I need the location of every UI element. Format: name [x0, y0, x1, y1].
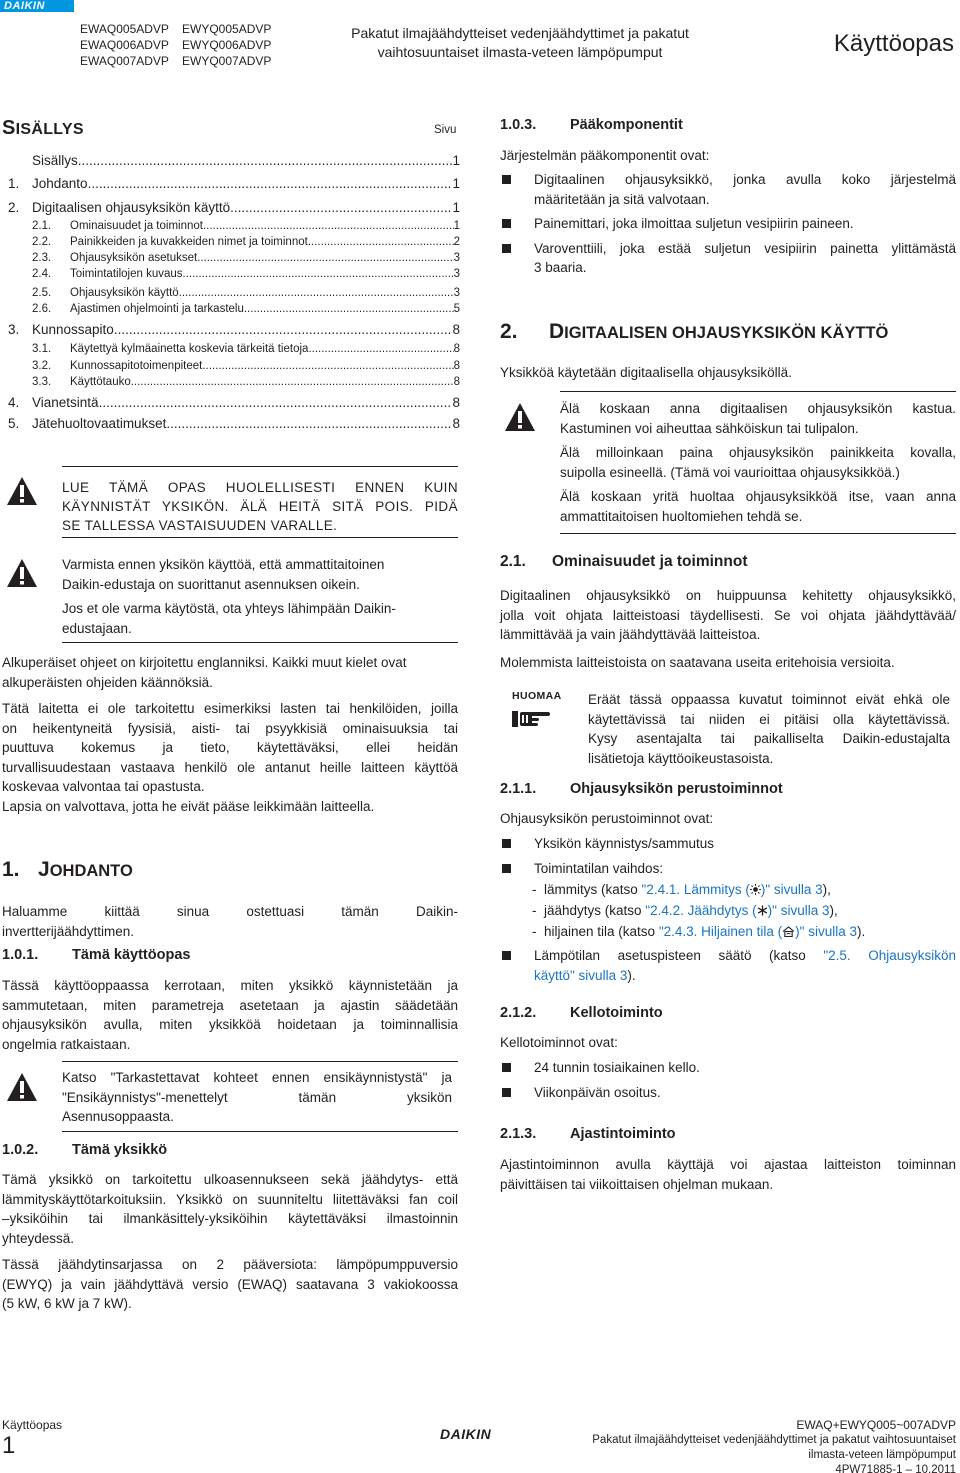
- toc-entry[interactable]: [32, 236, 460, 248]
- toc-dot-leader: [230, 200, 452, 215]
- warning-read-manual: [62, 478, 458, 535]
- toc-dot-leader: [197, 252, 453, 264]
- toc-entry-page: 1: [453, 220, 460, 232]
- text-fragment: ),: [822, 882, 831, 897]
- divider: [62, 1131, 458, 1132]
- subsection-heading-features: [500, 553, 747, 571]
- text-line: jolla voit ohjata laitteistoasi täydellisesti. Se voi ohjata jäähdyttävää/: [500, 607, 956, 623]
- bullet-square: [502, 175, 511, 184]
- text-line: Haluamme kiittää sinua ostettuasi tämän Daikin-: [2, 904, 458, 919]
- toc-entry-label: Ominaisuudet ja toiminnot: [70, 220, 203, 232]
- toc-entry-label: Kunnossapito: [32, 322, 114, 337]
- toc-entry-label: Käytettyä kylmäainetta koskevia tärkeitä tietoja: [70, 343, 309, 355]
- header-title-line: vaihtosuuntaiset ilmasta-veteen lämpöpumput: [377, 44, 663, 60]
- original-instructions-note: [2, 653, 460, 692]
- text-line: Tässä käyttöoppaassa kerrotaan, miten yksikkö käynnistetään ja: [2, 978, 458, 993]
- toc-entry-page: 8: [452, 416, 460, 431]
- warning-line: SE TALLESSA VASTAISUUDEN VARALLE.: [62, 518, 338, 533]
- text-line: Digitaalinen ohjausyksikkö on huippuunsa kehitetty ohjausyksikkö,: [500, 588, 956, 603]
- text-line: Tämä yksikkö on tarkoitettu ulkoasennukseen sekä jäähdytys- että: [2, 1172, 458, 1187]
- warning-icon: [504, 402, 536, 432]
- text-line: päivittäisen tai viikoittaisen ohjelman mukaan.: [500, 1176, 774, 1192]
- text-line: (5 kW, 6 kW ja 7 kW).: [2, 1296, 132, 1311]
- timer-paragraph: [500, 1155, 956, 1194]
- manual-paragraph: [2, 976, 458, 1054]
- toc-entry-label: Käyttötauko: [70, 376, 131, 388]
- toc-entry[interactable]: [8, 176, 460, 191]
- text-line: Jos et ole varma käytöstä, ota yhteys lähimpään Daikin-: [62, 601, 396, 616]
- toc-entry-page: 1: [452, 200, 460, 215]
- list-item: [500, 214, 956, 234]
- list-item: [500, 1058, 956, 1078]
- header-models-col2: [182, 21, 271, 69]
- unit-paragraph-1: [2, 1170, 458, 1248]
- link-text: )" sivulla 3: [795, 924, 857, 939]
- toc-entry[interactable]: [32, 153, 460, 168]
- clock-list: [500, 1058, 956, 1102]
- text-line: Varmista ennen yksikön käyttöä, että ammattitaitoinen: [62, 557, 385, 572]
- warning-icon: [6, 476, 38, 506]
- warning-icon: [6, 1072, 38, 1102]
- text-line: –yksiköihin tai ilmankäsittely-yksiköihin käytettäväksi ilmastoinnin: [2, 1211, 458, 1226]
- toc-dot-leader: [88, 176, 453, 191]
- bullet-square: [502, 839, 511, 848]
- toc-entry-num: 3.: [8, 322, 20, 337]
- link-text: "2.4.3. Hiljainen tila (: [658, 924, 783, 939]
- divider: [62, 1061, 458, 1062]
- text-line: Kastuminen voi aiheuttaa sähköiskun tai tulipalon.: [560, 420, 859, 436]
- toc-entry-label: Sisällys: [32, 153, 78, 168]
- toc-dot-leader: [99, 395, 453, 410]
- text-line: lisätietoja käyttöoikeustasoista.: [588, 750, 774, 766]
- toc-dot-leader: [244, 303, 454, 315]
- list-item: [500, 859, 956, 879]
- pointing-hand-icon: [512, 708, 552, 730]
- toc-dot-leader: [308, 343, 453, 355]
- section-title-rest: OHDANTO: [49, 862, 133, 880]
- toc-entry-num: 3.3.: [32, 376, 52, 388]
- footer-daikin-logo: DAIKIN: [440, 1426, 492, 1442]
- toc-entry[interactable]: [8, 416, 460, 431]
- link-text: "2.4.2. Jäähdytys (: [645, 903, 757, 918]
- list-subitem: [500, 921, 956, 942]
- toc-entry-num: 3.2.: [32, 360, 52, 372]
- toc-entry-label: Ohjausyksikön käyttö: [70, 287, 179, 299]
- toc-entry-label: Ajastimen ohjelmointi ja tarkastelu: [70, 303, 244, 315]
- safety-paragraph: [2, 699, 458, 816]
- text-line: Katso "Tarkastettavat kohteet ennen ensikäynnistystä" ja: [62, 1070, 452, 1085]
- section-heading-johdanto: [2, 858, 133, 882]
- subsection-title: Tämä käyttöopas: [72, 947, 191, 963]
- text-line: puuttuva kokemus ja tieto, käytettäväksi, ellei heidän: [2, 740, 458, 755]
- divider: [62, 466, 458, 467]
- footer-doc-type: Käyttöopas: [2, 1418, 63, 1432]
- text-line: on heikentyneitä fyysisiä, aisti- tai psyykkisiä ominaisuuksia tai: [2, 720, 458, 736]
- text-line: lämmityskäyttötarkoituksiin. Yksikkö on suunniteltu liitettäväksi fan coil: [2, 1191, 458, 1207]
- text-line: Asennusoppaasta.: [62, 1109, 174, 1124]
- clock-intro: Kellotoiminnot ovat:: [500, 1035, 618, 1050]
- toc-entry-page: 8: [452, 322, 460, 337]
- toc-entry-num: 5.: [8, 416, 20, 431]
- toc-entry-page: 8: [452, 395, 460, 410]
- bullet-square: [502, 219, 511, 228]
- text-line: Alkuperäiset ohjeet on kirjoitettu englanniksi. Kaikki muut kielet ovat: [2, 655, 407, 670]
- link-heating[interactable]: [642, 882, 823, 897]
- footer-line: 4PW71885-1 – 10.2011: [835, 1464, 956, 1473]
- toc-entry[interactable]: [8, 322, 460, 337]
- toc-title-cap: S: [2, 117, 16, 139]
- snowflake-icon: [757, 905, 768, 916]
- toc-page-label: Sivu: [434, 124, 457, 136]
- toc-dot-leader: [166, 416, 452, 431]
- subsection-number: 2.1.2.: [500, 1005, 537, 1021]
- text-fragment: ).: [627, 967, 636, 983]
- components-intro: Järjestelmän pääkomponentit ovat:: [500, 148, 710, 163]
- toc-entry-page: 1: [452, 153, 460, 168]
- text-line: sammutetaan, miten parametreja asetetaan ja ajastin säädetään: [2, 997, 458, 1013]
- link-text: )" sivulla 3: [767, 903, 830, 918]
- section-number: 2.: [500, 320, 518, 343]
- toc-entry-page: 3: [453, 287, 460, 299]
- divider: [62, 642, 458, 643]
- toc-entry-label: Ohjausyksikön asetukset: [70, 252, 198, 264]
- text-line: Painemittari, joka ilmoittaa suljetun vesipiirin paineen.: [534, 216, 854, 231]
- toc-entry-num: 2.: [8, 200, 20, 215]
- intro-paragraph: [2, 902, 458, 941]
- warning-first-startup: [62, 1068, 452, 1127]
- footer-line: ilmasta-veteen lämpöpumput: [808, 1449, 956, 1461]
- toc-entry[interactable]: [32, 287, 460, 299]
- text-line: ohjausyksikön avulla, miten yksikköä hoidetaan ja toiminnallisia: [2, 1017, 458, 1032]
- link-cooling[interactable]: [645, 903, 829, 918]
- section-title-cap: D: [549, 320, 565, 343]
- list-item: [500, 1083, 956, 1103]
- text-line: Lapsia on valvottava, jotta he eivät pääse leikkimään laitteella.: [2, 798, 375, 814]
- warning-icon: [6, 558, 38, 588]
- toc-entry-num: 4.: [8, 395, 20, 410]
- subsection-number: 1.0.1.: [2, 947, 39, 963]
- model-code: EWYQ006ADVP: [182, 38, 272, 52]
- text-line: yhteydessä.: [2, 1230, 75, 1246]
- toc-title-rest: ISÄLLYS: [15, 121, 84, 138]
- subsection-title: Ominaisuudet ja toiminnot: [552, 553, 748, 570]
- text-line: alkuperäisten ohjeiden käännöksiä.: [2, 674, 213, 690]
- text-line: koskevaa valvontaa tai opastusta.: [2, 779, 205, 794]
- toc-dot-leader: [78, 153, 453, 168]
- text-line: suipolla esineellä. (Tämä voi vaurioittaa ohjausyksikköä.): [560, 464, 900, 480]
- list-subitem: [500, 900, 956, 921]
- toc-entry-num: 2.6.: [32, 303, 52, 315]
- dash-mark: -: [532, 882, 537, 897]
- toc-entry-num: 2.2.: [32, 236, 52, 248]
- warning-install-check: [62, 555, 458, 638]
- note-text: [588, 690, 950, 768]
- model-code: EWAQ005ADVP: [80, 22, 169, 36]
- list-item: [500, 834, 956, 854]
- text-line: ongelmia ratkaistaan.: [2, 1036, 131, 1052]
- dash-mark: -: [532, 903, 537, 918]
- versions-paragraph: Molemmista laitteistoista on saatavana useita eritehoisia versioita.: [500, 655, 895, 670]
- toc-entry[interactable]: [32, 252, 460, 264]
- warning-line: LUE TÄMÄ OPAS HUOLELLISESTI ENNEN KUIN: [62, 480, 458, 495]
- text-line: edustajaan.: [62, 620, 132, 636]
- toc-entry[interactable]: [32, 360, 460, 372]
- bullet-square: [502, 864, 511, 873]
- subsection-title: Kellotoiminto: [570, 1005, 663, 1021]
- toc-entry-label: Digitaalisen ohjausyksikön käyttö: [32, 200, 231, 215]
- text-line: turvallisuudestaan vastaava henkilö ole antanut heille laitteen käyttöä: [2, 759, 458, 775]
- controller-warnings: [560, 399, 956, 526]
- toc-entry-label: Vianetsintä: [32, 395, 99, 410]
- text-line: invertterijäähdyttimen.: [2, 923, 135, 939]
- divider: [62, 537, 458, 538]
- text-fragment: ).: [856, 924, 866, 939]
- toc-entry-page: 5: [453, 303, 460, 315]
- model-code: EWAQ007ADVP: [80, 54, 169, 68]
- model-code: EWYQ005ADVP: [182, 22, 272, 36]
- toc-entry-label: Johdanto: [32, 176, 88, 191]
- text-line: Varoventtiili, joka estää suljetun vesipiirin painetta ylittämästä: [534, 240, 956, 256]
- header-title: [330, 24, 710, 62]
- text-line: Eräät tässä oppaassa kuvatut toiminnot eivät ehkä ole: [588, 692, 950, 707]
- toc-entry-label: Kunnossapitotoimenpiteet: [70, 360, 203, 372]
- text-line: ammattitaitoisen huoltomiehen tehdä se.: [560, 508, 803, 524]
- text-fragment: jäähdytys (katso: [544, 903, 646, 918]
- toc-entry-page: 2: [453, 236, 460, 248]
- toc-entry[interactable]: [32, 303, 460, 315]
- subsection-title: Ohjausyksikön perustoiminnot: [570, 781, 783, 797]
- toc-entry-num: 2.1.: [32, 220, 52, 232]
- bullet-square: [502, 244, 511, 253]
- text-line: Kysy asentajalta tai paikalliselta Daikin-edustajalta: [588, 731, 950, 746]
- list-item: [500, 239, 956, 278]
- note-label: HUOMAA: [512, 690, 562, 702]
- text-line: Ajastintoiminnon avulla käyttäjä voi ajastaa laitteiston toiminnan: [500, 1157, 956, 1172]
- link-quiet-mode[interactable]: [659, 924, 857, 939]
- link-text: "2.4.1. Lämmitys (: [641, 882, 750, 897]
- subsection-title: Pääkomponentit: [570, 117, 683, 133]
- toc-entry[interactable]: [32, 220, 460, 232]
- subsection-number: 2.1.1.: [500, 781, 537, 797]
- daikin-logo: DAIKIN: [0, 0, 74, 12]
- footer-line: EWAQ+EWYQ005~007ADVP: [796, 1418, 956, 1432]
- text-line: "Ensikäynnistys"-menettelyt tämän yksikön: [62, 1089, 452, 1105]
- toc-dot-leader: [203, 220, 454, 232]
- subsection-heading-manual: [2, 947, 190, 963]
- section-title-cap: J: [38, 858, 50, 881]
- subsection-number: 2.1.3.: [500, 1126, 537, 1142]
- divider: [560, 533, 956, 534]
- toc-entry-num: 2.4.: [32, 268, 52, 280]
- toc-dot-leader: [131, 376, 454, 388]
- header-doc-type: Käyttöopas: [833, 30, 954, 57]
- bullet-square: [502, 951, 511, 960]
- footer-page-number: 1: [2, 1432, 16, 1459]
- bullet-square: [502, 1088, 511, 1097]
- subsection-number: 1.0.3.: [500, 117, 537, 133]
- text-line: Älä koskaan anna digitaalisen ohjausyksikön kastua.: [560, 401, 956, 416]
- controller-intro: Yksikköä käytetään digitaalisella ohjausyksiköllä.: [500, 365, 792, 380]
- toc-entry[interactable]: [32, 343, 460, 355]
- text-line: Daikin-edustaja on suorittanut asennuksen oikein.: [62, 576, 360, 592]
- text-line: 3 baaria.: [534, 260, 587, 275]
- toc-dot-leader: [114, 322, 453, 337]
- toc-entry[interactable]: [32, 376, 460, 388]
- subsection-title: Ajastintoiminto: [570, 1126, 676, 1142]
- features-paragraph: [500, 586, 956, 645]
- quiet-house-icon: [782, 926, 795, 937]
- subsection-heading-unit: [2, 1142, 167, 1158]
- list-subitem: [500, 879, 956, 900]
- toc-entry-num: 3.1.: [32, 343, 52, 355]
- text-fragment: lämmitys (katso: [544, 882, 642, 897]
- toc-entry[interactable]: [8, 395, 460, 410]
- dash-mark: -: [532, 924, 537, 939]
- bullet-square: [502, 1063, 511, 1072]
- text-line: Tässä jäähdytinsarjassa on 2 pääversiota: lämpöpumppuversio: [2, 1257, 458, 1272]
- text-line: (EWYQ) ja vain jäähdyttävä versio (EWAQ) saatavana 3 vakiokoossa: [2, 1276, 458, 1292]
- subsection-heading-basic-functions: [500, 781, 783, 797]
- components-list: [500, 170, 956, 278]
- section-heading-digital-controller: [500, 320, 888, 344]
- toc-entry-num: 2.3.: [32, 252, 52, 264]
- toc-entry-page: 8: [453, 343, 460, 355]
- subsection-number: 2.1.: [500, 553, 526, 570]
- basic-functions-list: [500, 834, 956, 985]
- link-controller-usage[interactable]: käyttö" sivulla 3: [534, 967, 628, 983]
- divider: [560, 391, 956, 392]
- subsection-heading-components: [500, 117, 683, 133]
- toc-entry-page: 3: [453, 268, 460, 280]
- toc-entry-label: Jätehuoltovaatimukset: [32, 416, 167, 431]
- unit-paragraph-2: [2, 1255, 458, 1314]
- footer-line: Pakatut ilmajäähdytteiset vedenjäähdyttimet ja pakatut vaihtosuuntaiset: [592, 1434, 956, 1446]
- text-fragment: Lämpötilan asetuspisteen säätö (katso: [534, 948, 824, 963]
- toc-entry-page: 1: [452, 176, 460, 191]
- footer-right-block: [592, 1418, 956, 1473]
- header-title-line: Pakatut ilmajäähdytteiset vedenjäähdyttimet ja pakatut: [351, 25, 689, 41]
- toc-dot-leader: [179, 287, 454, 299]
- sun-icon: [750, 884, 761, 895]
- toc-title: [2, 117, 84, 140]
- text-line: Toimintatilan vaihdos:: [534, 860, 664, 876]
- model-code: EWAQ006ADVP: [80, 38, 169, 52]
- subsection-heading-clock: [500, 1005, 663, 1021]
- text-fragment: hiljainen tila (katso: [544, 924, 659, 939]
- toc-entry[interactable]: [8, 200, 460, 215]
- toc-entry-page: 8: [453, 360, 460, 372]
- list-item: [500, 946, 956, 985]
- toc-entry-num: 2.5.: [32, 287, 52, 299]
- subsection-number: 1.0.2.: [2, 1142, 39, 1158]
- toc-dot-leader: [202, 360, 453, 372]
- toc-entry-label: Toimintatilojen kuvaus: [70, 268, 183, 280]
- text-line: 24 tunnin tosiaikainen kello.: [534, 1060, 700, 1075]
- text-line: Älä koskaan yritä huoltaa ohjausyksikköä itse, vaan anna: [560, 489, 956, 504]
- text-fragment: ),: [829, 903, 838, 918]
- text-line: käytettävissä tai niiden ei pitäisi olla käytettävissä.: [588, 711, 950, 727]
- section-title-rest: IGITAALISEN OHJAUSYKSIKÖN KÄYTTÖ: [564, 324, 889, 342]
- text-line: määritetään ja sitä valvotaan.: [534, 191, 710, 207]
- text-line: Tätä laitetta ei ole tarkoitettu esimerkiksi lasten tai henkilöiden, joilla: [2, 701, 458, 716]
- list-item: [500, 170, 956, 209]
- text-line: Digitaalinen ohjausyksikkö, jonka avulla koko järjestelmä: [534, 172, 956, 187]
- subsection-title: Tämä yksikkö: [72, 1142, 168, 1158]
- toc-entry-page: 8: [453, 376, 460, 388]
- toc-dot-leader: [183, 268, 454, 280]
- section-number: 1.: [2, 858, 20, 881]
- toc-dot-leader: [308, 236, 454, 248]
- toc-entry[interactable]: [32, 268, 460, 280]
- link-text: )" sivulla 3: [760, 882, 823, 897]
- header-models-col1: [80, 21, 169, 69]
- basic-functions-intro: Ohjausyksikön perustoiminnot ovat:: [500, 811, 714, 826]
- text-line: lämmittävää ja vain jäähdyttävää laitteistoa.: [500, 627, 761, 642]
- toc-entry-label: Painikkeiden ja kuvakkeiden nimet ja toiminnot: [70, 236, 308, 248]
- warning-line: KÄYNNISTÄT YKSIKÖN. ÄLÄ HEITÄ SITÄ POIS. PIDÄ: [62, 499, 458, 514]
- text-line: Yksikön käynnistys/sammutus: [534, 836, 715, 851]
- toc-entry-num: 1.: [8, 176, 20, 191]
- subsection-heading-timer: [500, 1126, 676, 1142]
- link-controller-usage[interactable]: "2.5. Ohjausyksikön: [823, 948, 956, 963]
- model-code: EWYQ007ADVP: [182, 54, 272, 68]
- text-line: Älä milloinkaan paina ohjausyksikön painikkeita kovalla,: [560, 445, 956, 460]
- text-line: Viikonpäivän osoitus.: [534, 1084, 661, 1100]
- toc-entry-page: 3: [453, 252, 460, 264]
